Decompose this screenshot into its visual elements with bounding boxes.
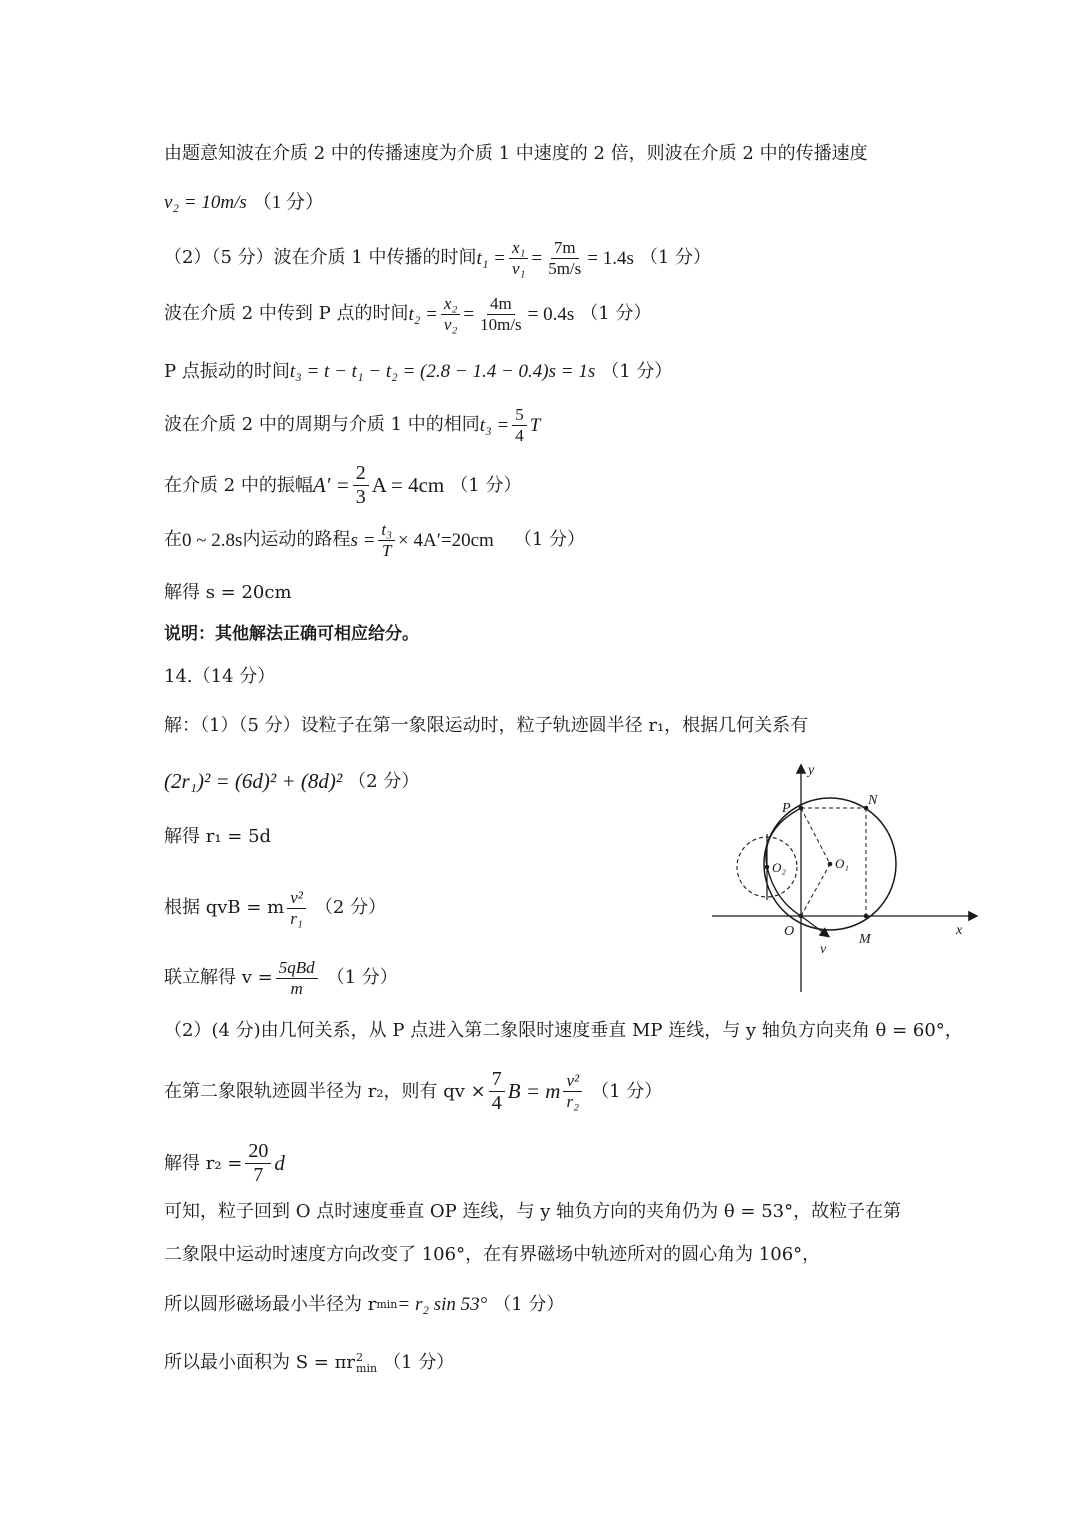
text-l20: 可知，粒子回到 O 点时速度垂直 OP 连线，与 y 轴负方向的夹角仍为 θ = 53°，故粒子在第 <box>164 1201 902 1222</box>
frac-den: 4 <box>515 425 524 445</box>
score-l16: （1 分） <box>326 967 398 989</box>
frac-den: 7 <box>253 1164 264 1186</box>
eq-T: T <box>529 414 541 436</box>
text-line-4: 波在介质 2 中传到 P 点的时间 t₂ = $\frac{\text{x₂}}{\text{v₂}}$ = $\frac{4m}{10m/s}$ = 0.4s （1 分） <box>164 294 652 334</box>
text-l5: P 点振动的时间 <box>164 360 290 382</box>
frac-den: v₁ <box>512 258 526 278</box>
text-l18: 在第二象限轨迹圆半径为 r₂，则有 qv × <box>164 1080 486 1102</box>
eq-A-lhs: A′ = <box>312 473 350 497</box>
text-l3: （2）（5 分）波在介质 1 中传播的时间 <box>164 247 477 269</box>
text-line-5 <box>164 362 672 381</box>
eq-Bm: B = m <box>507 1079 561 1103</box>
frac-den: 5m/s <box>548 258 582 278</box>
text-line-1 <box>164 145 868 163</box>
label-n: N <box>868 793 878 808</box>
frac-t3-T <box>378 520 395 560</box>
text-l22: 所以圆形磁场最小半径为 r <box>164 1293 377 1315</box>
frac-num: t₃ <box>378 520 395 541</box>
frac-num: 7 <box>489 1068 505 1092</box>
score-l13: （2 分） <box>348 770 420 792</box>
text-line-20 <box>164 1203 901 1221</box>
text-line-16 <box>164 958 398 998</box>
score-l5: （1 分） <box>601 360 673 382</box>
text-l7: 在介质 2 中的振幅 <box>164 474 313 496</box>
frac-num: 5 <box>512 405 527 426</box>
text-line-19 <box>164 1140 285 1187</box>
text-l21: 二象限中运动时速度方向改变了 106°，在有界磁场中轨迹所对的圆心角为 106°， <box>164 1244 821 1265</box>
frac-2-3 <box>353 462 369 509</box>
eq-t3: t₃ = t − t₁ − t₂ = (2.8 − 1.4 − 0.4)s = 1s <box>289 361 596 382</box>
score-l8: （1 分） <box>513 529 586 551</box>
score-l4: （1 分） <box>580 303 652 325</box>
velocity-arrow <box>801 916 828 936</box>
frac-num: 4m <box>487 294 515 315</box>
point-o <box>799 914 804 919</box>
frac-num: v² <box>287 888 306 909</box>
eq-s-rhs: × 4A′=20cm <box>398 529 494 551</box>
text-line-3: （2）（5 分）波在介质 1 中传播的时间 t₁ = $\frac{\text{x₁}}{\text{v₁}}$ = $\frac{7m}{5m/s}$ = 1.4s （1 分） <box>164 238 712 278</box>
eq-t1-result: = 1.4s <box>587 247 634 269</box>
eq-v2: v₂ = 10m/s <box>164 192 247 213</box>
text-line-10 <box>164 626 419 643</box>
text-line-21 <box>164 1246 820 1264</box>
text-line-9 <box>164 584 292 602</box>
frac-den: 4 <box>491 1092 502 1114</box>
score-l7: （1 分） <box>450 474 522 496</box>
text-line-8 <box>164 520 585 560</box>
text-l23: 所以最小面积为 S = πr <box>164 1352 356 1373</box>
frac-4m-10ms <box>477 294 525 334</box>
text-l17: （2）(4 分)由几何关系，从 P 点进入第二象限时速度垂直 MP 连线，与 y 轴负方向夹角 θ = 60°， <box>164 1020 963 1041</box>
frac-num: 7m <box>551 238 579 259</box>
eq-r2-lhs: 解得 r₂ = <box>164 1152 243 1174</box>
frac-v2-r2 <box>563 1071 582 1111</box>
eq-A-rhs: A = 4cm <box>371 473 445 497</box>
frac-num: x₂ <box>441 294 460 315</box>
label-o: O <box>784 924 795 939</box>
frac-den: r₂ <box>566 1092 580 1111</box>
frac-x1-v1 <box>509 238 528 278</box>
text-l9: 解得 s = 20cm <box>164 582 292 603</box>
dashed-p-o1 <box>801 808 830 864</box>
label-y: y <box>808 763 815 778</box>
frac-num: 2 <box>353 462 369 486</box>
frac-v2-r1 <box>287 888 306 928</box>
frac-den: m <box>290 978 303 998</box>
geometry-diagram <box>700 760 990 1000</box>
frac-num: 5qBd <box>276 958 318 979</box>
text-line-17 <box>164 1022 963 1040</box>
frac-den: T <box>381 540 392 560</box>
sub-min-2: min <box>356 1362 378 1375</box>
score-l18: （1 分） <box>591 1080 663 1102</box>
score-l2: （1 分） <box>252 192 325 213</box>
eq-rmin: = r₂ sin 53° <box>397 1294 488 1315</box>
text-l1: 由题意知波在介质 2 中的传播速度为介质 1 中速度的 2 倍，则波在介质 2 中的传播速度 <box>164 143 868 164</box>
point-p <box>799 806 804 811</box>
text-l8-a: 在 <box>164 529 182 551</box>
text-l4: 波在介质 2 中传到 P 点的时间 <box>164 303 409 325</box>
text-line-6 <box>164 405 540 445</box>
sup-2: 2 <box>356 1351 364 1364</box>
frac-den: r₁ <box>290 908 303 928</box>
text-line-22 <box>164 1295 564 1314</box>
frac-x2-v2 <box>441 294 460 334</box>
eq-t2-result: = 0.4s <box>527 303 575 325</box>
frac-den: v₂ <box>443 314 458 334</box>
text-l6: 波在介质 2 中的周期与介质 1 中的相同 <box>164 414 480 436</box>
frac-num: v² <box>563 1071 582 1092</box>
sub-min: min <box>376 1298 398 1311</box>
text-line-23 <box>164 1352 454 1374</box>
score-l3: （1 分） <box>639 247 712 269</box>
frac-7m-5ms <box>545 238 584 278</box>
text-line-15 <box>164 888 386 928</box>
eq-s-lhs: s = <box>350 529 376 551</box>
frac-20-7 <box>245 1140 271 1187</box>
eq-t1-lhs: t₁ = <box>476 247 506 269</box>
frac-num: 20 <box>245 1140 271 1164</box>
text-line-11 <box>164 668 275 686</box>
text-note: 说明：其他解法正确可相应给分。 <box>164 624 419 644</box>
frac-5-4 <box>512 405 527 445</box>
text-l14: 解得 r₁ = 5d <box>164 826 272 847</box>
text-l8-b: 内运动的路程 <box>242 529 351 551</box>
score-l22: （1 分） <box>493 1293 565 1315</box>
question-number: 14.（14 分） <box>164 666 276 687</box>
dashed-o-o1 <box>801 864 830 916</box>
eq-qvB: 根据 qvB = m <box>164 897 285 919</box>
text-line-13 <box>164 771 419 792</box>
score-l23: （1 分） <box>383 1352 455 1373</box>
eq-v-lhs: 联立解得 v = <box>164 967 273 989</box>
frac-5qBd-m <box>276 958 318 998</box>
label-x: x <box>956 923 963 938</box>
label-m: M <box>859 932 871 947</box>
eq-t2-lhs: t₂ = <box>408 303 438 325</box>
eq-d: d <box>274 1151 285 1175</box>
eq-t3-lhs: t₃ = <box>479 414 510 436</box>
text-l12: 解：（1）（5 分）设粒子在第一象限运动时，粒子轨迹圆半径 r₁，根据几何关系有 <box>164 715 809 736</box>
text-line-14 <box>164 828 271 846</box>
frac-den: 10m/s <box>480 314 522 334</box>
point-m <box>864 914 869 919</box>
text-line-2 <box>164 193 324 212</box>
eq-range: 0 ~ 2.8s <box>182 529 243 551</box>
text-line-18 <box>164 1068 662 1115</box>
label-p: P <box>782 801 791 816</box>
eq-geometry: (2r₁)² = (6d)² + (8d)² <box>164 769 343 793</box>
frac-den: 3 <box>355 486 366 508</box>
frac-num: x₁ <box>509 238 528 259</box>
point-o2 <box>765 865 770 870</box>
text-line-7 <box>164 462 521 509</box>
label-o1: O₁ <box>835 856 849 871</box>
label-o2: O₂ <box>772 860 786 875</box>
label-v: v <box>820 942 827 957</box>
text-line-12 <box>164 717 808 735</box>
frac-7-4 <box>489 1068 505 1115</box>
score-l15: （2 分） <box>314 897 387 919</box>
point-o1 <box>828 862 833 867</box>
